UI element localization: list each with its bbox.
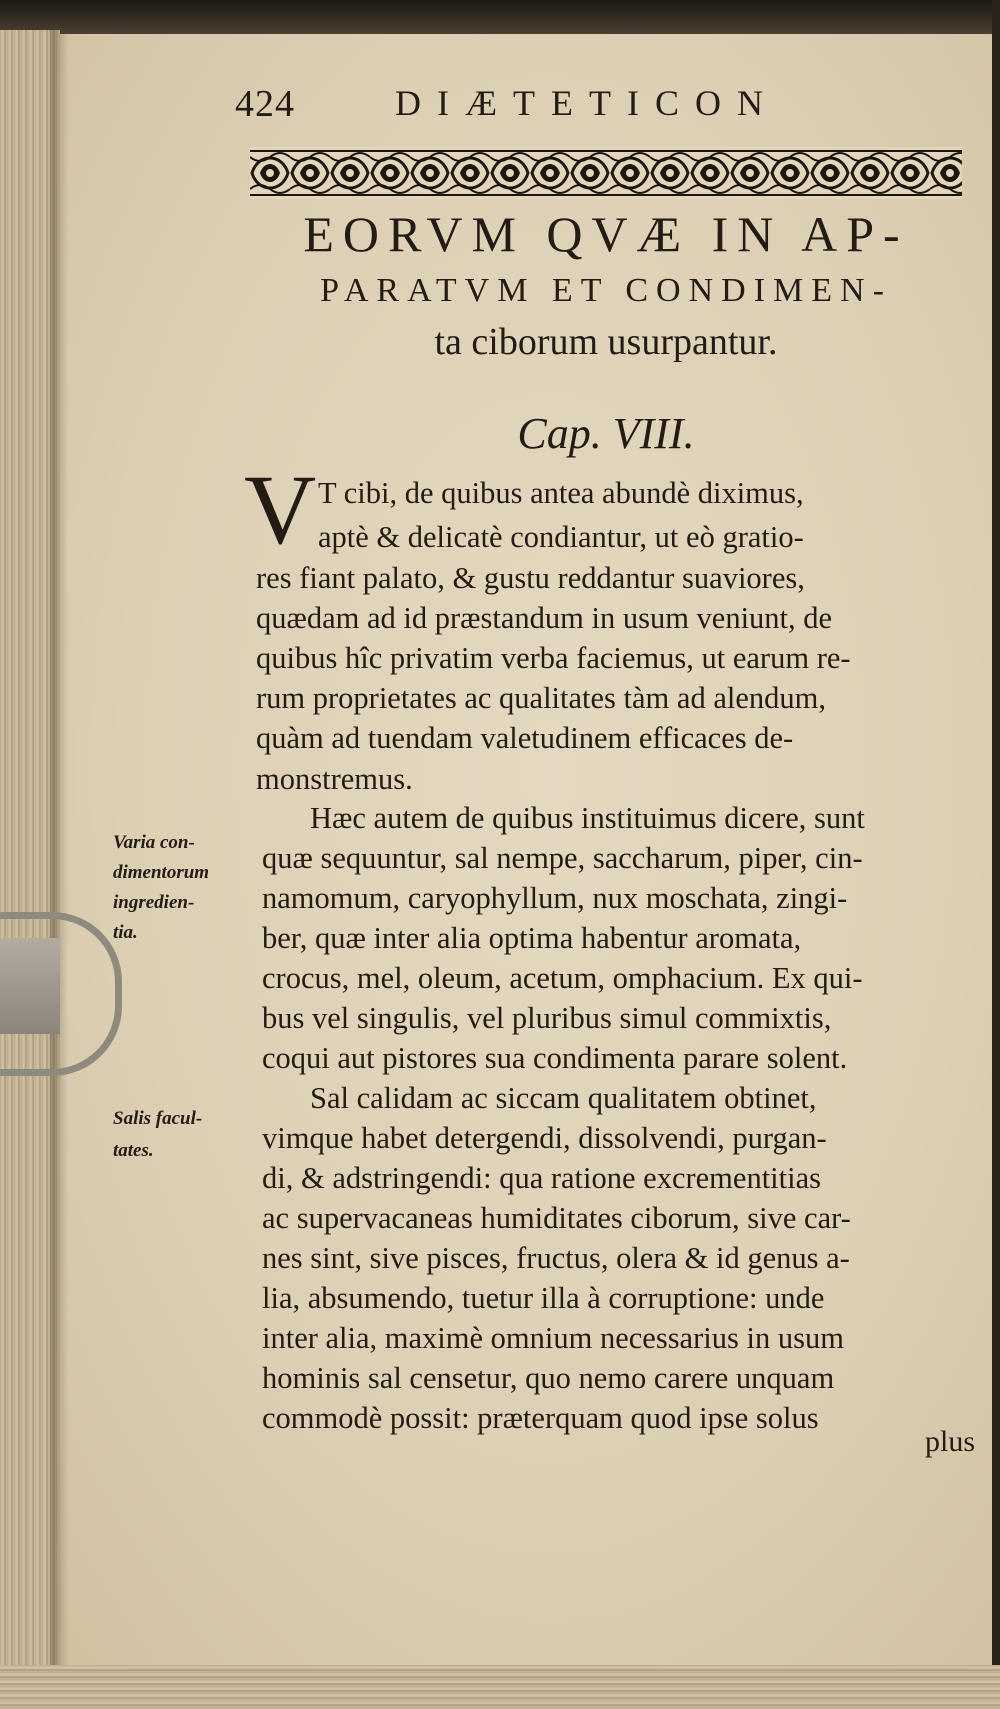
page-number: 424 <box>235 83 295 125</box>
text-line: monstremus. <box>256 762 413 796</box>
marginal-note-line: tia. <box>113 922 138 943</box>
drop-cap-initial: V <box>244 454 317 565</box>
background-top <box>0 0 1000 34</box>
text-line: crocus, mel, oleum, acetum, omphacium. Ex qui- <box>262 961 863 995</box>
marginal-note-line: Salis facul- <box>113 1108 203 1129</box>
text-line: lia, absumendo, tuetur illa à corruptione: unde <box>262 1281 825 1315</box>
text-line: di, & adstringendi: qua ratione excrementitias <box>262 1161 821 1195</box>
page-header <box>235 82 885 132</box>
text-line: ber, quæ inter alia optima habentur aromata, <box>262 921 802 955</box>
headpiece-ornament <box>250 147 962 199</box>
catchword: plus <box>925 1425 976 1458</box>
text-line: Sal calidam ac siccam qualitatem obtinet, <box>310 1081 817 1115</box>
text-line: commodè possit: præterquam quod ipse solus <box>262 1401 819 1435</box>
text-line: quæ sequuntur, sal nempe, saccharum, piper, cin- <box>262 841 863 875</box>
text-line: aptè & delicatè condiantur, ut eò gratio- <box>318 520 804 554</box>
text-line: nes sint, sive pisces, fructus, olera & id genus a- <box>262 1241 850 1275</box>
text-line: vimque habet detergendi, dissolvendi, purgan- <box>262 1121 827 1155</box>
marginal-note-line: tates. <box>113 1140 154 1161</box>
text-line: bus vel singulis, vel pluribus simul commixtis, <box>262 1001 832 1035</box>
chapter-number: Cap. VIII. <box>517 409 695 458</box>
text-line: Hæc autem de quibus instituimus dicere, sunt <box>310 801 865 835</box>
text-line: quibus hîc privatim verba faciemus, ut earum re- <box>256 641 851 675</box>
text-line: rum proprietates ac qualitates tàm ad alendum, <box>256 681 826 715</box>
marginal-note-line: dimentorum <box>113 862 210 883</box>
background-right <box>992 0 1000 1709</box>
text-line: ac supervacaneas humiditates ciborum, sive car- <box>262 1201 851 1235</box>
binding-shadow <box>50 30 68 1680</box>
book-clasp-strap <box>0 938 60 1034</box>
chapter-title-line2: PARATVM ET CONDIMEN- <box>320 272 892 309</box>
text-line: coqui aut pistores sua condimenta parare solent. <box>262 1041 848 1075</box>
page-edges-bottom <box>0 1665 1000 1709</box>
text-line: T cibi, de quibus antea abundè diximus, <box>318 476 804 510</box>
text-line: namomum, caryophyllum, nux moschata, zingi- <box>262 881 848 915</box>
marginal-note-line: Varia con- <box>113 832 195 853</box>
chapter-title-line1: EORVM QVÆ IN AP- <box>303 206 909 262</box>
marginal-note-line: ingredien- <box>113 892 195 913</box>
running-title: DIÆTETICON <box>395 83 779 123</box>
text-line: inter alia, maximè omnium necessarius in usum <box>262 1321 844 1355</box>
text-line: res fiant palato, & gustu reddantur suaviores, <box>256 561 805 595</box>
text-line: quàm ad tuendam valetudinem efficaces de- <box>256 721 794 755</box>
text-line: quædam ad id præstandum in usum veniunt, de <box>256 601 833 635</box>
chapter-title-line3: ta ciborum usurpantur. <box>434 321 778 363</box>
text-line: hominis sal censetur, quo nemo carere unquam <box>262 1361 835 1395</box>
